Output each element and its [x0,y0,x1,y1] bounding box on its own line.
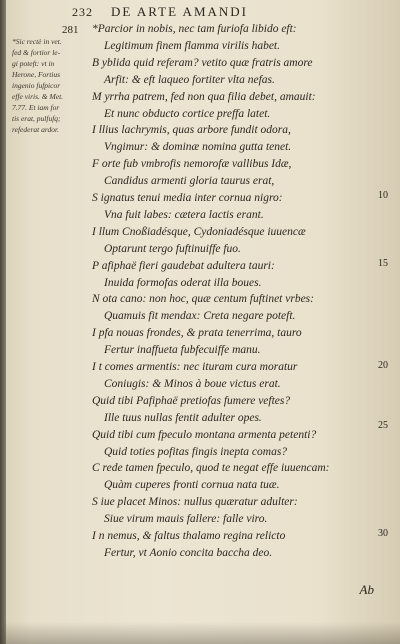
running-title: DE ARTE AMANDI [111,4,248,19]
verse-line: M yrrha patrem, fed non qua filia debet, amauit: [92,90,316,103]
verse-line: Siue virum mauis fallere: falle viro. [104,513,268,526]
verse-line: N ota cano: non hoc, quæ centum fuftinet vrbes: [92,293,314,306]
verse-line: I n nemus, & faltus thalamo regina relicto [92,530,286,542]
verse-line: I t comes armentis: nec ituram cura moratur [92,361,298,373]
line-number-marker: 10 [378,190,388,201]
verse-line: S ignatus tenui media inter cornua nigro: [92,192,283,204]
page-number: 232 [72,5,93,19]
line-number-marker: 25 [378,420,388,431]
verse-line: S iue placet Minos: nullus quæratur adulter: [92,496,298,509]
verse-line: Fertur inaffueta fubfecuiffe manu. [104,344,261,357]
verse-line: Coniugis: & Minos à boue victus erat. [104,377,281,390]
margin-note-line: tis erat, pulfufq; [12,114,61,123]
verse-line: Vngimur: & dominæ nomina gutta tenet. [104,141,292,154]
verse-line: F orte fub vmbrofis nemorofæ vallibus Idæ, [92,158,292,171]
verse-line: Candidus armenti gloria taurus erat, [104,175,275,188]
line-number-marker: 15 [378,258,388,269]
verse-line: Inuida formofas oderat illa boues. [104,276,262,289]
verse-line: B yblida quid referam? vetito quæ fratris amore [92,56,313,69]
verse-line: Optarunt tergo fuftinuiffe fuo. [104,242,241,255]
margin-note-line: 7.77. Et iam for [12,103,60,112]
margin-note-line: Herone, Fortius [12,70,61,79]
verse-line: Ille tuus nullas fentit adulter opes. [104,411,262,424]
verse-number: 281 [62,24,79,36]
verse-line: Quid tibi Pafiphaë pretiofas fumere veftes? [92,394,291,407]
margin-note-line: *Sic rectè in vet. [12,37,62,46]
verse-line: Et nunc obducto cortice preffa latet. [104,107,271,120]
verse-line: Legitimum finem flamma virilis habet. [104,39,281,52]
line-number-marker: 20 [378,360,388,371]
catchword: Ab [359,582,374,597]
verse-line: Quamuis fit mendax: Creta negare poteft. [104,310,296,323]
verse-line: Vna fuit labes: cætera lactis erant. [104,208,264,221]
verse-line: I llum Cnoßiadésque, Cydoniadésque iuuencæ [92,225,306,238]
margin-note-line: gi poteft: vt in [12,59,55,68]
margin-note-line: effe viris. & Met. [12,92,64,101]
line-number-marker: 30 [378,528,388,539]
page-bottom-shadow [0,622,400,644]
margin-note-line: ingenio fufpicor [12,81,61,90]
verse-line: *Parcior in nobis, nec tam furiofa libido eft: [92,23,297,35]
verse-line: P afiphaë fieri gaudebat adultera tauri: [92,259,275,272]
margin-note-line: fed & fortior le- [12,48,61,57]
verse-line: Fertur, vt Aonio concita baccha deo. [104,546,273,559]
margin-note-line: refederat ardor. [12,125,59,134]
verse-line: Quàm cuperes fronti cornua nata tuæ. [104,479,280,492]
verse-line: I pfa nouas frondes, & prata tenerrima, tauro [92,327,302,340]
verse-line: Arfit: & eft laqueo fortiter vlta nefas. [104,73,275,86]
verse-line: I llius lachrymis, quas arbore fundit odora, [92,124,291,137]
verse-line: Quid tibi cum fpeculo montana armenta petenti? [92,428,317,441]
verse-line: Quid toties pofitas fingis inepta comas? [104,445,288,458]
verse-line: C rede tamen fpeculo, quod te negat effe iuuencam: [92,462,330,475]
